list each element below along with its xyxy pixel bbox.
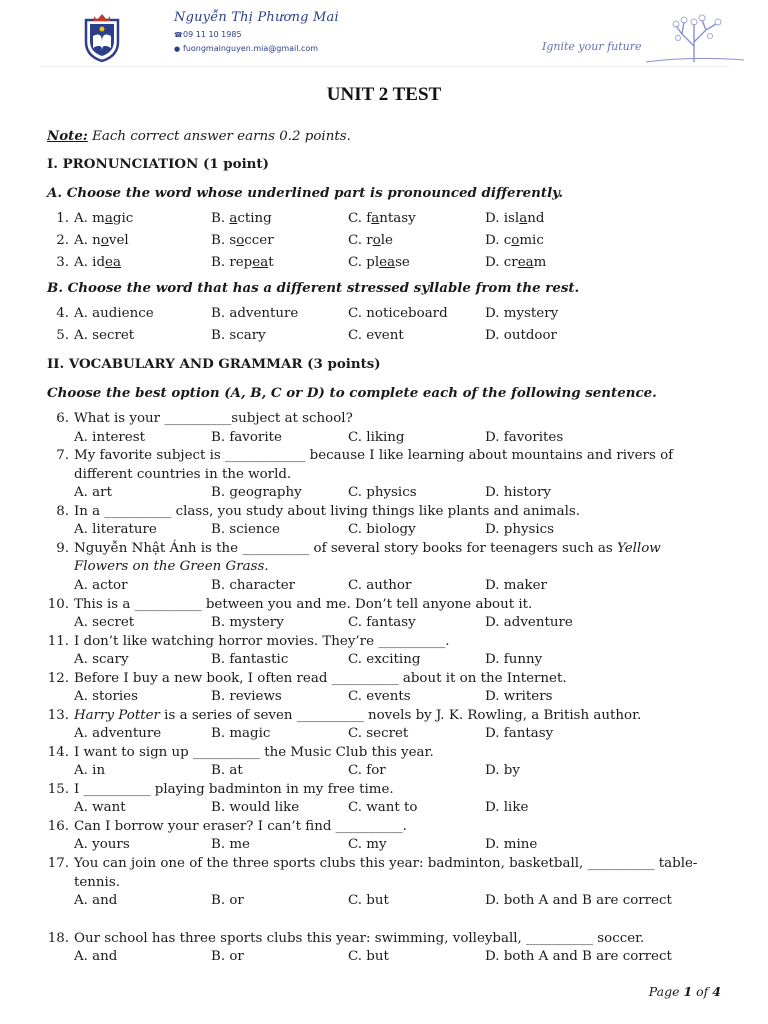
option-b[interactable]: B. mystery <box>211 615 284 630</box>
question-text: tennis. <box>74 875 120 890</box>
option-c[interactable]: C. physics <box>348 485 417 500</box>
underlined-part: ea <box>517 255 534 270</box>
option-d[interactable]: D. both A and B are correct <box>485 949 672 964</box>
question-text: I want to sign up __________ the Music Club this year. <box>74 745 434 760</box>
option-d[interactable]: D. physics <box>485 522 555 537</box>
note-label: Note: <box>47 128 88 144</box>
question-text: I __________ playing badminton in my free time. <box>74 782 394 797</box>
option-b[interactable]: B. soccer <box>211 233 274 248</box>
question-number: 4. <box>56 306 69 321</box>
option-c[interactable]: C. exciting <box>348 652 421 667</box>
option-b[interactable]: B. or <box>211 949 244 964</box>
option-a[interactable]: A. want <box>74 800 126 815</box>
book-crest-logo <box>82 12 122 62</box>
option-a[interactable]: A. secret <box>74 615 135 630</box>
option-c[interactable]: C. event <box>348 328 404 343</box>
option-b[interactable]: B. geography <box>211 485 302 500</box>
question-text: In a __________ class, you study about living things like plants and animals. <box>74 504 581 519</box>
question-number: 3. <box>56 255 69 270</box>
question-text: You can join one of the three sports clubs this year: badminton, basketball, __________ table- <box>74 856 698 871</box>
option-a[interactable]: A. adventure <box>74 726 162 741</box>
question-text: Nguyễn Nhật Ánh is the __________ of several story books for teenagers such as Yellow <box>74 541 661 556</box>
underlined-part: ea <box>379 255 396 270</box>
option-d[interactable]: D. writers <box>485 689 553 704</box>
option-d[interactable]: D. mine <box>485 837 538 852</box>
option-c[interactable]: C. noticeboard <box>348 306 448 321</box>
option-d[interactable]: D. cream <box>485 255 547 270</box>
option-c[interactable]: C. but <box>348 949 389 964</box>
option-a[interactable]: A. art <box>74 485 112 500</box>
teacher-name: Nguyễn Thị Phương Mai <box>174 10 339 25</box>
option-b[interactable]: B. would like <box>211 800 300 815</box>
option-d[interactable]: D. by <box>485 763 520 778</box>
option-b[interactable]: B. or <box>211 893 244 908</box>
option-c[interactable]: C. liking <box>348 430 405 445</box>
option-c[interactable]: C. role <box>348 233 393 248</box>
option-a[interactable]: A. secret <box>74 328 135 343</box>
question-text: This is a __________ between you and me. Don’t tell anyone about it. <box>74 597 533 612</box>
book-title: Yellow <box>617 541 661 556</box>
page-number: Page 1 of 4 <box>648 984 721 999</box>
underlined-part: a <box>371 211 380 226</box>
option-a[interactable]: A. novel <box>74 233 129 248</box>
section-2-instruction: Choose the best option (A, B, C or D) to complete each of the following sentence. <box>47 385 657 401</box>
email-address: fuongmainguyen.mia@gmail.com <box>183 44 319 53</box>
question-number: 1. <box>56 211 69 226</box>
part-b-instruction: B. Choose the word that has a different stressed syllable from the rest. <box>47 280 580 296</box>
underlined-part: ea <box>252 255 269 270</box>
option-c[interactable]: C. fantasy <box>348 211 416 226</box>
underlined-part: o <box>100 233 109 248</box>
option-c[interactable]: C. author <box>348 578 412 593</box>
option-b[interactable]: B. fantastic <box>211 652 289 667</box>
option-d[interactable]: D. both A and B are correct <box>485 893 672 908</box>
option-d[interactable]: D. outdoor <box>485 328 557 343</box>
option-a[interactable]: A. magic <box>74 211 134 226</box>
option-b[interactable]: B. science <box>211 522 280 537</box>
tree-icon <box>636 12 746 68</box>
option-c[interactable]: C. want to <box>348 800 418 815</box>
option-d[interactable]: D. history <box>485 485 551 500</box>
question-text: Before I buy a new book, I often read __________ about it on the Internet. <box>74 671 567 686</box>
underlined-part: a <box>229 211 238 226</box>
book-title: Flowers on the Green Grass <box>74 559 265 574</box>
question-text: What is your __________subject at school? <box>74 411 353 426</box>
option-b[interactable]: B. acting <box>211 211 272 226</box>
question-text: Flowers on the Green Grass. <box>74 559 269 574</box>
option-b[interactable]: B. at <box>211 763 243 778</box>
option-b[interactable]: B. character <box>211 578 296 593</box>
option-c[interactable]: C. secret <box>348 726 409 741</box>
option-a[interactable]: A. audience <box>74 306 154 321</box>
option-d[interactable]: D. fantasy <box>485 726 554 741</box>
option-c[interactable]: C. my <box>348 837 387 852</box>
option-d[interactable]: D. like <box>485 800 529 815</box>
section-1-title: I. PRONUNCIATION (1 point) <box>47 156 269 172</box>
underlined-part: o <box>236 233 245 248</box>
option-b[interactable]: B. adventure <box>211 306 299 321</box>
option-c[interactable]: C. but <box>348 893 389 908</box>
option-b[interactable]: B. scary <box>211 328 266 343</box>
book-title: Harry Potter <box>74 708 160 723</box>
part-a-instruction: A. Choose the word whose underlined part is pronounced differently. <box>47 185 564 201</box>
underlined-part: a <box>104 211 113 226</box>
email-line <box>174 44 318 53</box>
phone-icon: ☎ <box>174 31 183 39</box>
option-a[interactable]: A. literature <box>74 522 157 537</box>
question-number: 2. <box>56 233 69 248</box>
option-a[interactable]: A. in <box>74 763 106 778</box>
slogan: Ignite your future <box>542 40 642 53</box>
option-a[interactable]: A. interest <box>74 430 145 445</box>
underlined-part: o <box>511 233 520 248</box>
question-text: Can I borrow your eraser? I can’t find __________. <box>74 819 407 834</box>
underlined-part: o <box>372 233 381 248</box>
option-a[interactable]: A. and <box>74 949 118 964</box>
underlined-part: a <box>519 211 528 226</box>
question-text: Our school has three sports clubs this year: swimming, volleyball, __________ soccer. <box>74 931 645 946</box>
option-c[interactable]: C. please <box>348 255 410 270</box>
note-line <box>47 127 351 146</box>
question-text: Harry Potter is a series of seven __________ novels by J. K. Rowling, a British author. <box>74 708 642 723</box>
option-b[interactable]: B. repeat <box>211 255 274 270</box>
option-c[interactable]: C. events <box>348 689 411 704</box>
option-b[interactable]: B. magic <box>211 726 271 741</box>
question-text: I don’t like watching horror movies. They’re __________. <box>74 634 450 649</box>
option-d[interactable]: D. adventure <box>485 615 573 630</box>
option-b[interactable]: B. reviews <box>211 689 282 704</box>
option-a[interactable]: A. stories <box>74 689 138 704</box>
option-a[interactable]: A. scary <box>74 652 129 667</box>
option-b[interactable]: B. me <box>211 837 250 852</box>
option-d[interactable]: D. mystery <box>485 306 559 321</box>
note-text: Each correct answer earns 0.2 points. <box>87 129 351 144</box>
test-page: Nguyễn Thị Phương Mai ☎09 11 10 1985 ● fuongmainguyen.mia@gmail.com Ignite your future UNIT 2 TEST Note: Each correct answer earns 0.2 points. I. PRONUNCIATION (1 point) A. Choose the word whose underlined part is pronounced differently. 1. A. magic B. acting C. fantasy D. island 2. A. novel B. soccer C. role D. comic 3. A. idea B. repeat C. please D. cream B. Choose the word that has a different stressed syllable from the rest. 4. A. audience B. adventure C. noticeboard D. mystery 5. A. secret B. scary C. event D. outdoor II. VOCABULARY AND GRAMMAR (3 points) Choose the best option (A, B, C or D) to complete each of the following sentence. 6. What is your __________subject at school? A. interest B. favorite C. liking D. favorites 7. My favorite subject is ____________ because I like learning about mountains and rivers of different countries in the world. A. art B. geography C. physics D. history 8. In a __________ class, you study about living things like plants and animals. A. literature B. science C. biology D. physics 9. Nguyễn Nhật Ánh is the __________ of several story books for teenagers such as Yellow Flowers on the Green Grass. A. actor B. character C. author D. maker 10. This is a __________ between you and me. Don’t tell anyone about it. A. secret B. mystery C. fantasy D. adventure 11. I don’t like watching horror movies. They’re __________. A. scary B. fantastic C. exciting D. funny 12. Before I buy a new book, I often read __________ about it on the Internet. A. stories B. reviews C. events D. writers 13. Harry Potter is a series of seven __________ novels by J. K. Rowling, a British author. A. adventure B. magic C. secret D. fantasy 14. I want to sign up __________ the Music Club this year. A. in B. at C. for D. by 15. I __________ playing badminton in my free time. A. want B. would like C. want to D. like 16. Can I borrow your eraser? I can’t find __________. A. yours B. me C. my D. mine 17. You can join one of the three sports clubs this year: badminton, basketball, __________ table- tennis. A. and B. or C. but D. both A and B are correct 18. Our school has three sports clubs this year: swimming, volleyball, __________ soccer. A. and B. or C. but D. both A and B are correct Page 1 of 4 <box>0 0 768 1024</box>
option-b[interactable]: B. favorite <box>211 430 282 445</box>
option-d[interactable]: D. comic <box>485 233 544 248</box>
option-d[interactable]: D. favorites <box>485 430 564 445</box>
option-c[interactable]: C. biology <box>348 522 416 537</box>
option-c[interactable]: C. for <box>348 763 386 778</box>
option-a[interactable]: A. yours <box>74 837 130 852</box>
option-a[interactable]: A. idea <box>74 255 121 270</box>
phone-line <box>174 30 242 39</box>
section-2-title: II. VOCABULARY AND GRAMMAR (3 points) <box>47 356 381 372</box>
question-number: 5. <box>56 328 69 343</box>
option-a[interactable]: A. and <box>74 893 118 908</box>
phone-number: 09 11 10 1985 <box>183 30 242 39</box>
option-d[interactable]: D. funny <box>485 652 543 667</box>
question-text: My favorite subject is ____________ because I like learning about mountains and rivers of <box>74 448 674 463</box>
option-a[interactable]: A. actor <box>74 578 128 593</box>
option-d[interactable]: D. maker <box>485 578 547 593</box>
email-icon: ● <box>174 45 181 53</box>
question-text: different countries in the world. <box>74 467 292 482</box>
option-d[interactable]: D. island <box>485 211 545 226</box>
option-c[interactable]: C. fantasy <box>348 615 416 630</box>
letterhead <box>40 6 730 67</box>
page-title: UNIT 2 TEST <box>326 84 442 105</box>
underlined-part: ea <box>105 255 121 270</box>
